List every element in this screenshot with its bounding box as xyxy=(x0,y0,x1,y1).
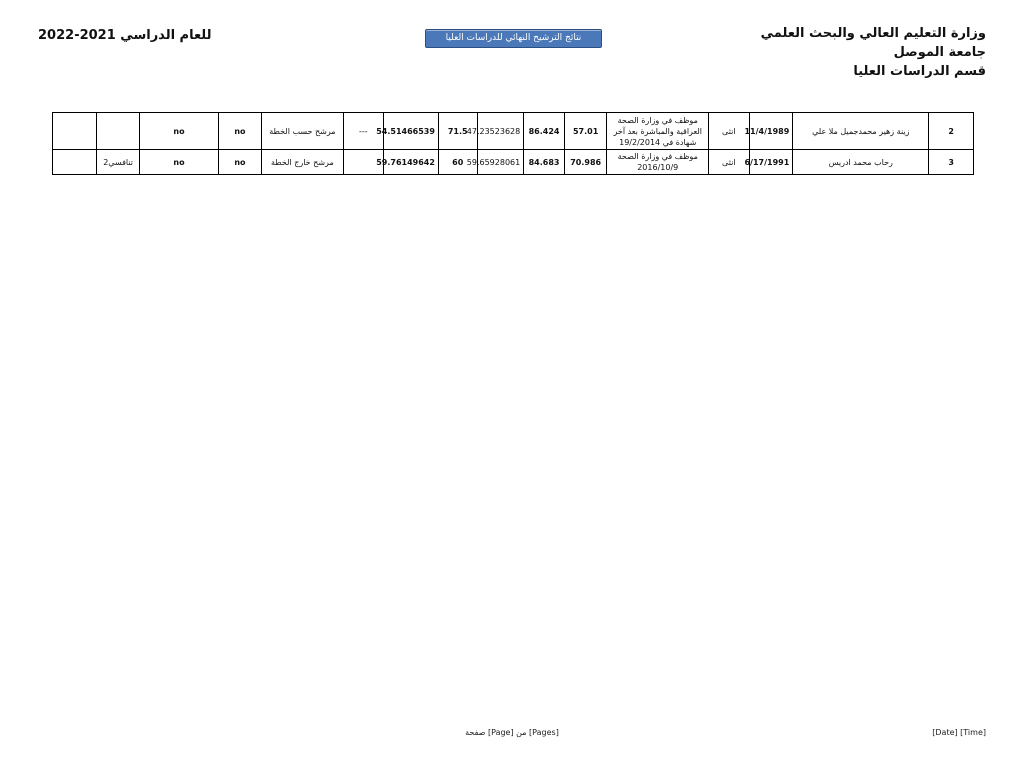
dash-cell: --- xyxy=(343,113,384,150)
results-title-button[interactable]: نتائج الترشيح النهائي للدراسات العليا xyxy=(425,29,602,48)
score-cell: 70.986 xyxy=(564,150,607,175)
job-cell: موظف في وزارة الصحة العراقية والمباشرة بعد آخر شهادة في 19/2/2014 xyxy=(607,113,709,150)
score-cell: 86.424 xyxy=(524,113,565,150)
seq-cell: 2 xyxy=(929,113,974,150)
date-time-footer: [Date] [Time] xyxy=(932,728,986,737)
status-cell: مرشح خارج الخطة xyxy=(262,150,343,175)
results-table xyxy=(52,112,974,175)
birthdate-cell: 6/17/1991 xyxy=(749,150,793,175)
flag-cell: no xyxy=(140,150,218,175)
score-cell: 59.65928061 xyxy=(477,150,524,175)
score-cell: 71.5 xyxy=(438,113,477,150)
final-score-cell: 54.51466539 xyxy=(384,113,439,150)
score-cell: 84.683 xyxy=(524,150,565,175)
flag-cell: no xyxy=(218,150,262,175)
table-row xyxy=(53,113,974,150)
score-cell: 60 xyxy=(438,150,477,175)
final-score-cell: 59.76149642 xyxy=(384,150,439,175)
birthdate-cell: 11/4/1989 xyxy=(749,113,793,150)
gender-cell: انثى xyxy=(709,150,750,175)
channel-cell xyxy=(96,113,140,150)
flag-cell: no xyxy=(218,113,262,150)
name-cell: زينة زهير محمدجميل ملا علي xyxy=(793,113,929,150)
flag-cell: no xyxy=(140,113,218,150)
name-cell: رحاب محمد ادريس xyxy=(793,150,929,175)
institution-header xyxy=(761,24,986,81)
page-number-footer: صفحة [Page] من [Pages] xyxy=(465,728,559,737)
seq-cell: 3 xyxy=(929,150,974,175)
ministry-name: وزارة التعليم العالي والبحث العلمي xyxy=(760,26,986,41)
score-cell: 57.01 xyxy=(564,113,607,150)
channel-cell: تنافسي2 xyxy=(96,150,140,175)
university-name: جامعة الموصل xyxy=(893,45,986,60)
gender-cell: انثى xyxy=(709,113,750,150)
notes-cell xyxy=(53,113,97,150)
department-name: قسم الدراسات العليا xyxy=(853,64,986,79)
job-cell: موظف في وزارة الصحة 2016/10/9 xyxy=(607,150,709,175)
notes-cell xyxy=(53,150,97,175)
status-cell: مرشح حسب الخطة xyxy=(262,113,343,150)
score-cell: 47.23523628 xyxy=(477,113,524,150)
academic-year: للعام الدراسي 2021-2022 xyxy=(38,28,212,43)
table-row xyxy=(53,150,974,175)
